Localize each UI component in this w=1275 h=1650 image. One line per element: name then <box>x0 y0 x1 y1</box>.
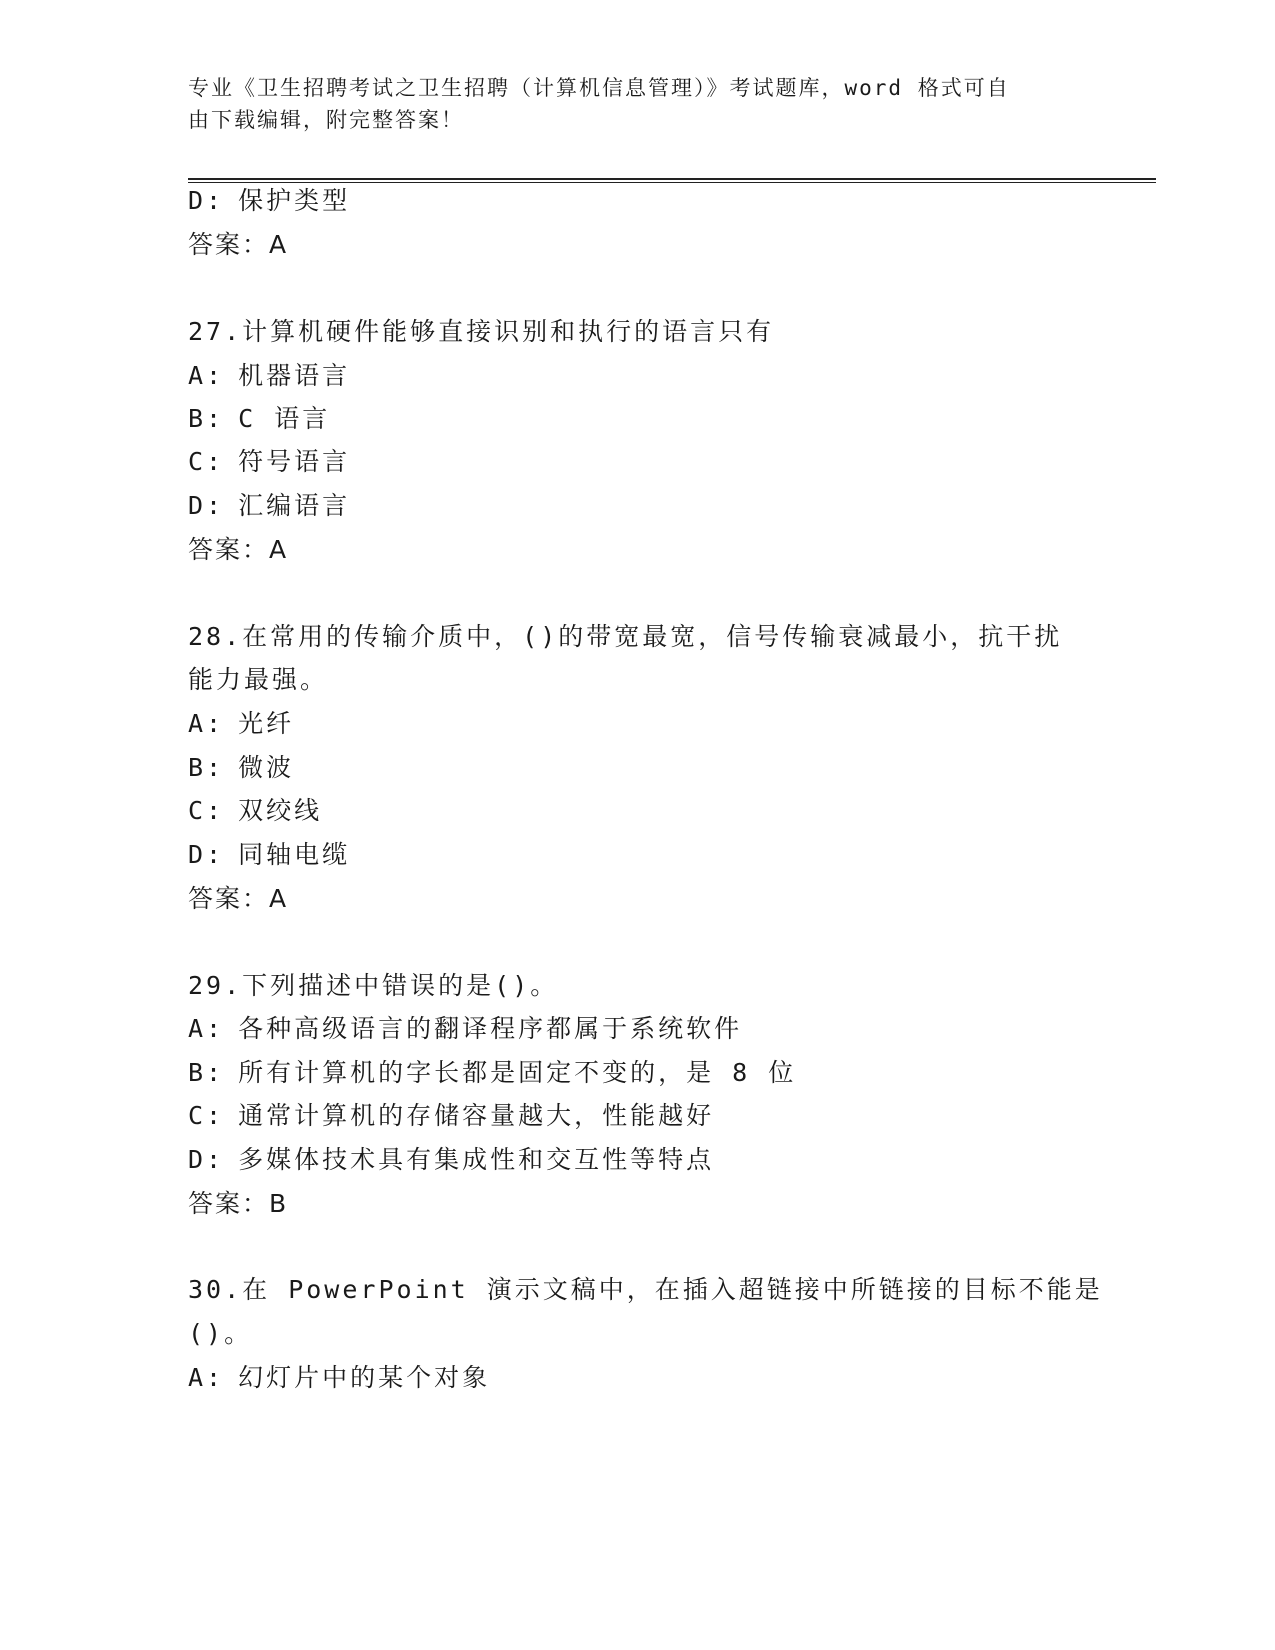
answer-prefix: 答案： <box>188 230 270 259</box>
q28-answer <box>188 882 288 916</box>
q28-stem-line-2: 能力最强。 <box>188 665 329 694</box>
q28-option-b <box>188 751 294 785</box>
option-text: 幻灯片中的某个对象 <box>238 1363 491 1392</box>
prev-answer <box>188 228 288 262</box>
option-label: B: <box>188 753 225 782</box>
option-text: 汇编语言 <box>238 491 351 520</box>
option-label: B: <box>188 404 225 433</box>
q30-stem-line-1: 30.在 PowerPoint 演示文稿中，在插入超链接中所链接的目标不能是 <box>188 1275 1103 1304</box>
option-text: 机器语言 <box>238 361 351 390</box>
answer-value: A <box>269 230 289 259</box>
q29-option-b <box>188 1056 796 1090</box>
answer-value: A <box>269 535 289 564</box>
document-header <box>188 72 1088 136</box>
q30-option-a <box>188 1361 490 1395</box>
q28-option-d <box>188 838 350 872</box>
q30-stem-line-2: ()。 <box>188 1319 253 1348</box>
q29-stem: 29.下列描述中错误的是()。 <box>188 971 559 1000</box>
q27-option-b <box>188 402 330 436</box>
option-label: A: <box>188 1363 225 1392</box>
option-label: D: <box>188 840 225 869</box>
option-label: C: <box>188 447 225 476</box>
option-label: B: <box>188 1058 225 1087</box>
option-label: C: <box>188 796 225 825</box>
option-text: 所有计算机的字长都是固定不变的，是 8 位 <box>238 1058 797 1087</box>
answer-prefix: 答案： <box>188 884 270 913</box>
q29-answer <box>188 1187 288 1221</box>
option-text: 通常计算机的存储容量越大，性能越好 <box>238 1101 715 1130</box>
q28-option-c <box>188 794 322 828</box>
header-line-1: 专业《卫生招聘考试之卫生招聘（计算机信息管理）》考试题库，word 格式可自 <box>188 76 1010 100</box>
answer-prefix: 答案： <box>188 535 270 564</box>
q27-stem: 27.计算机硬件能够直接识别和执行的语言只有 <box>188 317 775 346</box>
option-label: D: <box>188 1145 225 1174</box>
q29-option-c <box>188 1099 714 1133</box>
option-text: 保护类型 <box>238 186 351 215</box>
option-text: 微波 <box>238 753 295 782</box>
q27-option-a <box>188 359 350 393</box>
q27-option-d <box>188 489 350 523</box>
q27-option-c <box>188 445 350 479</box>
option-label: D: <box>188 491 225 520</box>
q28-stem-line-1: 28.在常用的传输介质中，()的带宽最宽，信号传输衰减最小，抗干扰 <box>188 622 1063 651</box>
answer-value: B <box>269 1189 289 1218</box>
q27-answer <box>188 533 288 567</box>
header-line-2: 由下载编辑，附完整答案！ <box>188 108 464 132</box>
q28-option-a <box>188 707 294 741</box>
option-label: A: <box>188 1014 225 1043</box>
option-text: 各种高级语言的翻译程序都属于系统软件 <box>238 1014 743 1043</box>
option-text: 同轴电缆 <box>238 840 351 869</box>
option-text: 双绞线 <box>238 796 323 825</box>
option-label: A: <box>188 709 225 738</box>
header-divider <box>188 178 1156 183</box>
option-label: D: <box>188 186 225 215</box>
option-text: C 语言 <box>238 404 331 433</box>
prev-option-d <box>188 184 350 218</box>
option-label: C: <box>188 1101 225 1130</box>
answer-value: A <box>269 884 289 913</box>
option-text: 光纤 <box>238 709 295 738</box>
q29-option-a <box>188 1012 742 1046</box>
q29-option-d <box>188 1143 714 1177</box>
option-text: 符号语言 <box>238 447 351 476</box>
answer-prefix: 答案： <box>188 1189 270 1218</box>
option-text: 多媒体技术具有集成性和交互性等特点 <box>238 1145 715 1174</box>
option-label: A: <box>188 361 225 390</box>
